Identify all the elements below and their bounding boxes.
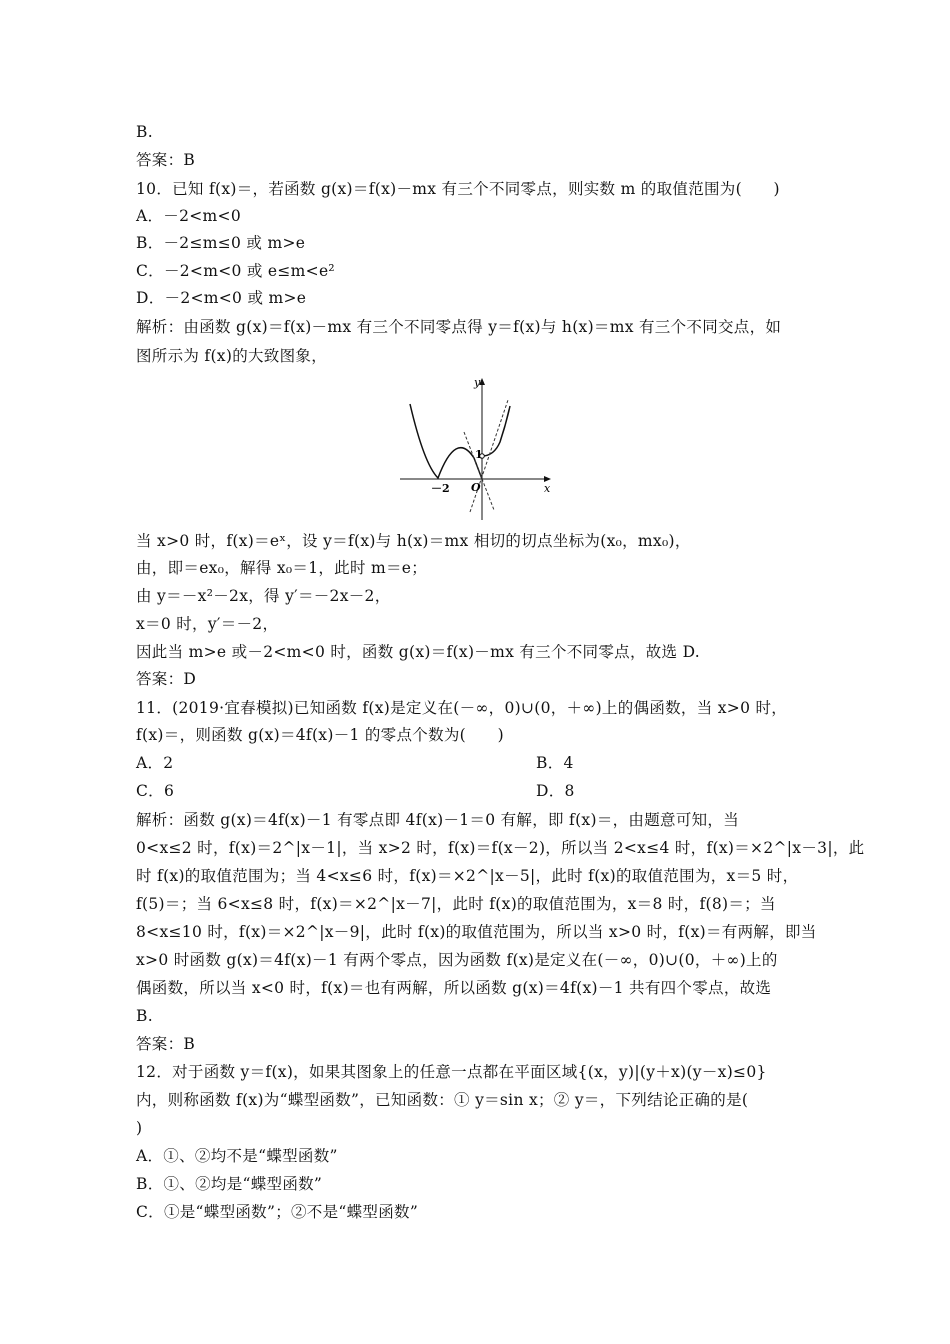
question-12-stem: 内，则称函数 f(x)为“蝶型函数”，已知函数：① y＝sin x；② y＝，下列结论正确的是( [136,1091,749,1109]
function-graph-figure [398,372,556,524]
option-a: A．－2<m<0 [136,207,241,225]
question-11-stem: 11．(2019·宜春模拟)已知函数 f(x)是定义在(－∞，0)∪(0，＋∞)上的偶函数，当 x>0 时， [136,699,788,717]
analysis-line: 0<x≤2 时，f(x)＝2^|x－1|，当 x>2 时，f(x)＝f(x－2)，所以当 2<x≤4 时，f(x)＝×2^|x－3|，此 [136,839,865,857]
option-a: A．2 [136,754,174,772]
analysis-line: 因此当 m>e 或－2<m<0 时，函数 g(x)＝f(x)－mx 有三个不同零点，故选 D. [136,643,700,661]
option-b: B．①、②均是“蝶型函数” [136,1175,323,1193]
option-c: C．6 [136,782,175,800]
tick-label-neg2: －2 [431,482,450,495]
analysis-line: 图所示为 f(x)的大致图象， [136,347,328,365]
option-c: C．－2<m<0 或 e≤m<e² [136,262,335,280]
exponential-curve [482,406,510,456]
question-10-stem: 10．已知 f(x)＝，若函数 g(x)＝f(x)－mx 有三个不同零点，则实数 m 的取值范围为( ) [136,180,780,198]
option-row [136,781,826,801]
origin-label: O [471,481,481,494]
answer-line: 答案：B [136,1035,196,1053]
tick-label-1: 1 [475,448,483,461]
x-axis-label: x [544,482,551,495]
option-d: D．－2<m<0 或 m>e [136,289,307,307]
analysis-line: 解析：函数 g(x)＝4f(x)－1 有零点即 4f(x)－1＝0 有解，即 f(x)＝，由题意可知，当 [136,811,740,829]
analysis-line: 时 f(x)的取值范围为；当 4<x≤6 时，f(x)＝×2^|x－5|，此时 f(x)的取值范围为，x＝5 时， [136,867,799,885]
option-b: B．4 [536,754,574,772]
question-12-stem: ) [136,1119,143,1137]
question-11-stem: f(x)＝，则函数 g(x)＝4f(x)－1 的零点个数为( ) [136,726,504,744]
analysis-line: x＝0 时，y′＝－2， [136,615,279,633]
analysis-line: 解析：由函数 g(x)＝f(x)－mx 有三个不同零点得 y＝f(x)与 h(x)＝mx 有三个不同交点，如 [136,318,782,336]
question-12-stem: 12．对于函数 y＝f(x)，如果其图象上的任意一点都在平面区域{(x，y)|(y＋x)(y－x)≤0} [136,1063,767,1081]
answer-line: 答案：D [136,670,197,688]
option-a: A．①、②均不是“蝶型函数” [136,1147,338,1165]
analysis-line: B. [136,1007,153,1025]
option-b: B．－2≤m≤0 或 m>e [136,234,306,252]
analysis-line: 由，即＝ex₀，解得 x₀＝1，此时 m＝e； [136,559,428,577]
answer-line: 答案：B [136,151,196,169]
analysis-line: f(5)＝；当 6<x≤8 时，f(x)＝×2^|x－7|，此时 f(x)的取值范围为，x＝8 时，f(8)＝；当 [136,895,776,913]
y-axis-label: y [474,376,481,389]
analysis-line: x>0 时函数 g(x)＝4f(x)－1 有两个零点，因为函数 f(x)是定义在(－∞，0)∪(0，＋∞)上的 [136,951,778,969]
analysis-line: 由 y＝－x²－2x，得 y′＝－2x－2， [136,587,391,605]
option-row [136,753,826,773]
analysis-line: 8<x≤10 时，f(x)＝×2^|x－9|，此时 f(x)的取值范围为，所以当 x>0 时，f(x)＝有两解，即当 [136,923,817,941]
tangent-line-negative [464,432,494,510]
option-c: C．①是“蝶型函数”；②不是“蝶型函数” [136,1203,419,1221]
analysis-line: 偶函数，所以当 x<0 时，f(x)＝也有两解，所以函数 g(x)＝4f(x)－1 共有四个零点，故选 [136,979,772,997]
option-d: D．8 [536,782,575,800]
text-line: B. [136,123,153,141]
parabola-curve [410,404,482,479]
analysis-line: 当 x>0 时，f(x)＝eˣ，设 y＝f(x)与 h(x)＝mx 相切的切点坐标为(x₀，mx₀)， [136,532,691,550]
